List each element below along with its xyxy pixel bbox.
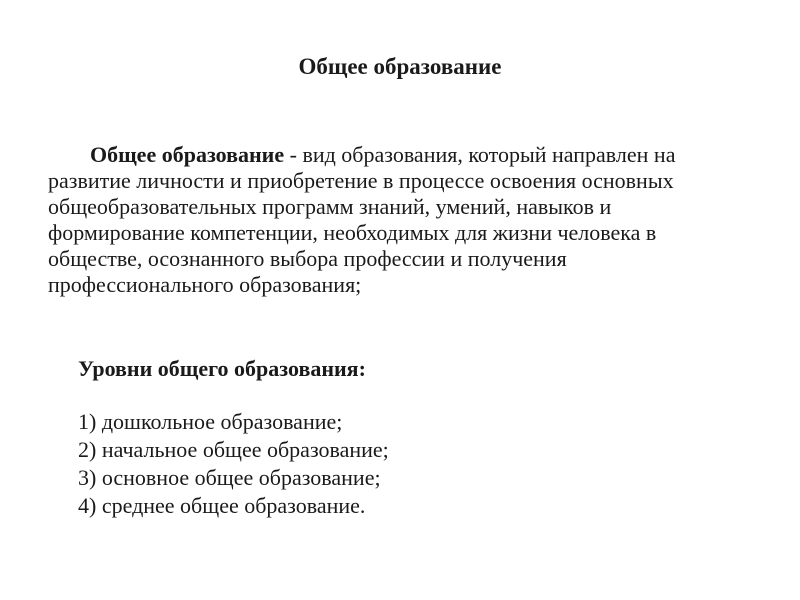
- level-item-2: 2) начальное общее образование;: [78, 437, 389, 462]
- level-item-3: 3) основное общее образование;: [78, 465, 381, 490]
- definition-paragraph: [48, 142, 738, 298]
- definition-indent: [48, 142, 90, 167]
- levels-list: [78, 408, 389, 520]
- levels-heading: Уровни общего образования:: [78, 356, 366, 381]
- definition-term: Общее образование: [90, 142, 285, 167]
- definition-text: - вид образования, который направлен на развитие личности и приобретение в процессе освоения основных общеобразовательных программ знаний, умений, навыков и формирование компетенции, необходимых для жизни человека в обществе, осознанного выбора профессии и получения профессионального образования;: [48, 142, 676, 297]
- slide-title: Общее образование: [298, 54, 502, 79]
- level-item-4: 4) среднее общее образование.: [78, 493, 366, 518]
- level-item-1: 1) дошкольное образование;: [78, 409, 343, 434]
